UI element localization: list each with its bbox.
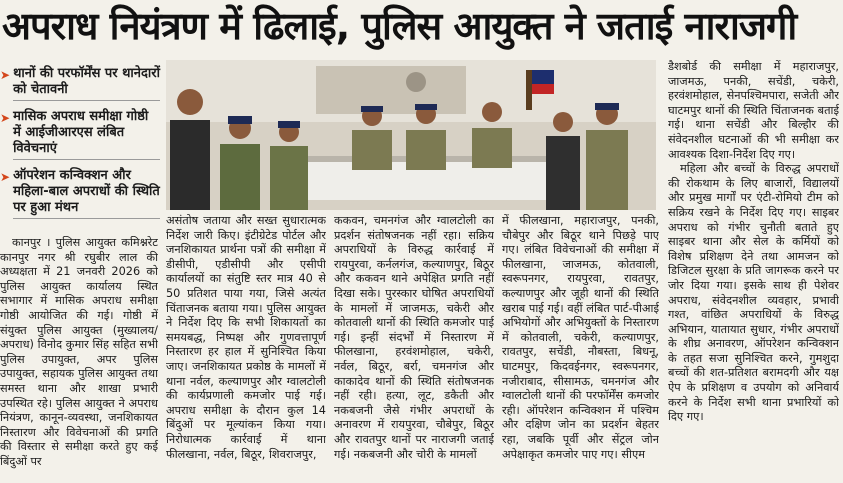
- article-paragraph: ककवन, चमनगंज और ग्वालटोली का प्रदर्शन संतोषजनक नहीं रहा। सक्रिय अपराधियों के विरुद्ध कार्रवाई में रायपुरवा, कर्नलगंज, कल्याणपुर, बिठूर और ककवन थाने अपेक्षित प्रगति नहीं दिखा सके। पुरस्कार घोषित अपराधियों के मामलों में जाजमऊ, चकेरी और कोतवाली थानों की स्थिति कमजोर पाई गई। इन्हीं संदर्भों में निस्तारण में फीलखाना, हरवंशमोहाल, चकेरी, नर्वल, बिठूर, बर्रा, चमनगंज और काकादेव थानों की स्थिति संतोषजनक नहीं रही। हत्या, लूट, डकैती और नकबजनी जैसे गंभीर अपराधों के अनावरण में रायपुरवा, चौबेपुर, बिठूर और रावतपुर थानों पर नाराजगी जताई गई। नकबजनी और चोरी के मामलों: [334, 214, 494, 461]
- article-paragraph: महिला और बच्चों के विरुद्ध अपराधों की रोकथाम के लिए बाजारों, विद्यालयों और प्रमुख मार्गों पर एंटी-रोमियो टीम को सक्रिय रखने के निर्देश दिए गए। साइबर अपराध को गंभीर चुनौती बताते हुए साइबर थाना और सेल के कर्मियों को विशेष प्रशिक्षण देने तथा आमजन को डिजिटल सुरक्षा के प्रति जागरूक करने पर जोर दिया गया। इसके साथ ही पेशेवर अपराध, संवेदनशील व्यवहार, प्रभावी गश्त, वांछित अपराधियों के विरुद्ध अभियान, यातायात सुधार, गंभीर अपराधों के शीघ्र अनावरण, ऑपरेशन कन्विक्शन के तहत सजा सुनिश्चित करने, गुमशुदा बच्चों की शत-प्रतिशत बरामदगी और यक्ष ऐप के प्रशिक्षण व उपयोग को अनिवार्य करने के निर्देश सभी थाना प्रभारियों को दिए गए।: [668, 162, 839, 424]
- meeting-photo-graphic: [166, 60, 656, 210]
- highlight-text: ऑपरेशन कन्विक्शन और महिला-बाल अपराधों की स्थिति पर हुआ मंथन: [13, 168, 160, 219]
- highlight-text: थानों की परफॉर्मेंस पर थानेदारों को चेतावनी: [13, 66, 160, 101]
- highlights-list: [0, 66, 160, 227]
- article-column-4: [502, 214, 659, 483]
- highlight-item: [0, 109, 160, 160]
- article-column-3: [334, 214, 494, 483]
- article-paragraph: में फीलखाना, महाराजपुर, पनकी, चौबेपुर और बिठूर थाने पिछड़े पाए गए। लंबित विवेचनाओं की समीक्षा में फीलखाना, जाजमऊ, कोतवाली, स्वरूपनगर, रायपुरवा, रावतपुर, कल्याणपुर और जूही थानों की स्थिति खराब पाई गई। वहीं लंबित पार्ट-पीआई अभियोगों और अभियुक्तों के निस्तारण में कोतवाली, चकेरी, कल्याणपुर, रावतपुर, सचेंडी, नौबस्ता, बिधनू, घाटमपुर, किदवईनगर, स्वरूपनगर, नजीराबाद, सीसामऊ, चमनगंज और ग्वालटोली थानों की परफॉर्मेंस कमजोर रही। ऑपरेशन कन्विक्शन में पश्चिम और दक्षिण जोन का प्रदर्शन बेहतर रहा, जबकि पूर्वी और सेंट्रल जोन अपेक्षाकृत कमजोर पाए गए। सीएम: [502, 214, 659, 461]
- article-column-5: [668, 60, 839, 483]
- arrow-icon: ➤: [0, 170, 11, 184]
- highlight-item: [0, 168, 160, 219]
- highlight-text: मासिक अपराध समीक्षा गोष्ठी में आईजीआरएस लंबित विवेचनाएं: [13, 109, 160, 160]
- highlight-item: [0, 66, 160, 101]
- arrow-icon: ➤: [0, 111, 11, 125]
- article-column-1: [0, 236, 158, 483]
- article-paragraph: डैशबोर्ड की समीक्षा में महाराजपुर, जाजमऊ, पनकी, सचेंडी, चकेरी, हरवंशमोहाल, सेनपश्चिमपारा, सजेती और घाटमपुर थानों की स्थिति चिंताजनक बताई गई। थाना सचेंडी और बिल्हौर की संवेदनशील घटनाओं की भी समीक्षा कर आवश्यक दिशा-निर्देश दिए गए।: [668, 60, 839, 161]
- article-paragraph: असंतोष जताया और सख्त सुधारात्मक निर्देश जारी किए। इंटीग्रेटेड पोर्टल और जनशिकायत प्रार्थना पत्रों की समीक्षा में डीसीपी, एडीसीपी और एसीपी कार्यालयों का संतुष्टि स्तर मात्र 40 से 50 प्रतिशत पाया गया, जिसे अत्यंत चिंताजनक बताया गया। पुलिस आयुक्त ने निर्देश दिए कि सभी शिकायतों का समयबद्ध, निष्पक्ष और गुणवत्तापूर्ण निस्तारण हर हाल में सुनिश्चित किया जाए। जनशिकायत प्रकोष्ठ के मामलों में थाना नर्वल, कल्याणपुर और ग्वालटोली की कार्यप्रणाली कमजोर पाई गई। अपराध समीक्षा के दौरान कुल 14 बिंदुओं पर मूल्यांकन किया गया। निरोधात्मक कार्रवाई में थाना फीलखाना, नर्वल, बिठूर, शिवराजपुर,: [166, 214, 326, 461]
- headline: अपराध नियंत्रण में ढिलाई, पुलिस आयुक्त ने जताई नाराजगी: [2, 4, 797, 48]
- article-column-2: [166, 214, 326, 483]
- article-paragraph: कानपुर । पुलिस आयुक्त कमिश्नरेट कानपुर नगर श्री रघुबीर लाल की अध्यक्षता में 21 जनवरी 2026 को पुलिस आयुक्त कार्यालय स्थित सभागार में मासिक अपराध समीक्षा गोष्ठी आयोजित की गई। गोष्ठी में संयुक्त पुलिस आयुक्त (मुख्यालय/अपराध) विनोद कुमार सिंह सहित सभी पुलिस उपायुक्त, अपर पुलिस उपायुक्त, सहायक पुलिस आयुक्त तथा समस्त थाना और शाखा प्रभारी उपस्थित रहे। पुलिस आयुक्त ने अपराध नियंत्रण, कानून-व्यवस्था, जनशिकायत निस्तारण और विवेचनाओं की प्रगति की विस्तार से समीक्षा करते हुए कई बिंदुओं पर: [0, 236, 158, 468]
- arrow-icon: ➤: [0, 68, 11, 82]
- meeting-photo: [166, 60, 656, 210]
